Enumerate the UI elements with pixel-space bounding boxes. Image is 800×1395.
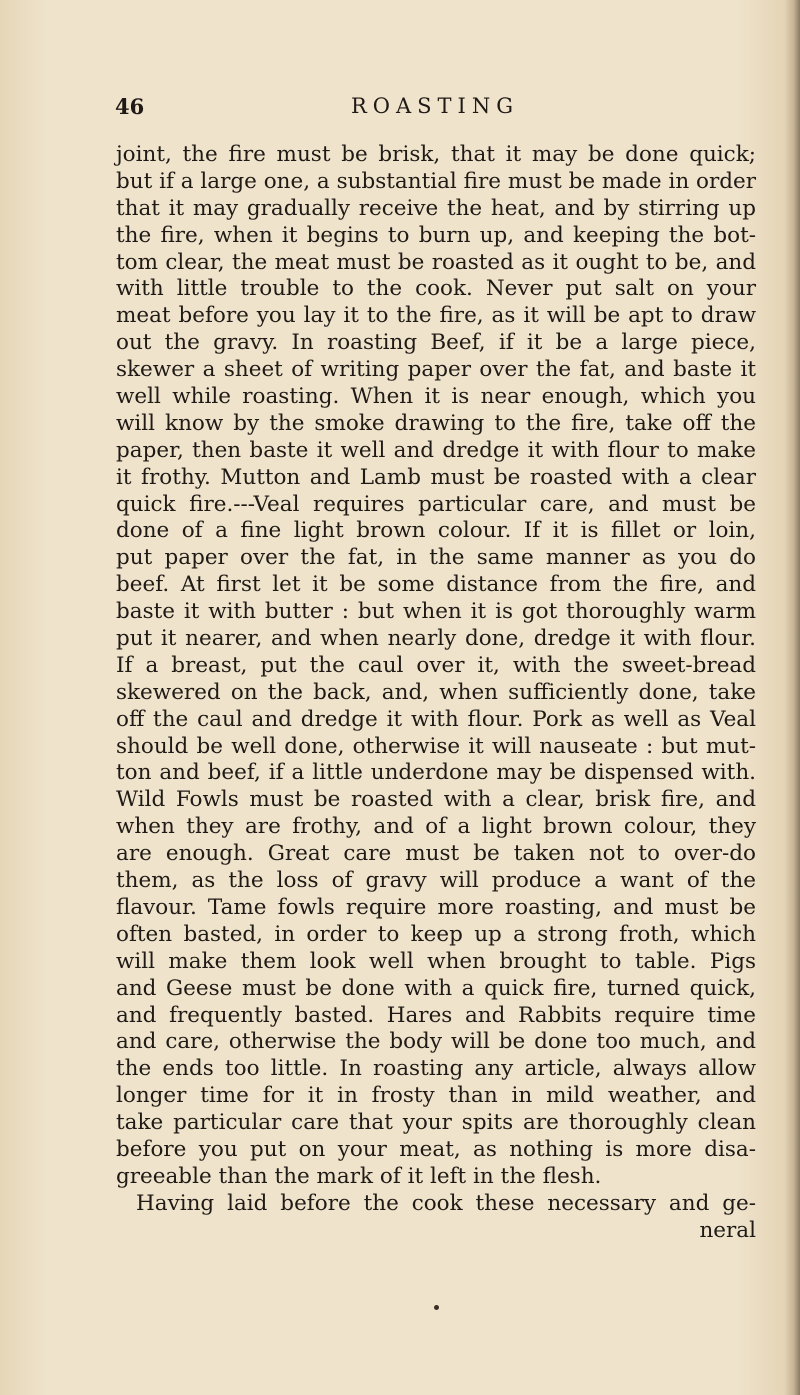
page-number: 46 bbox=[115, 94, 145, 119]
text-line: that it may gradually receive the heat, and by stirring up bbox=[116, 195, 756, 221]
text-line: ton and beef, if a little underdone may be dispensed with. bbox=[116, 760, 756, 786]
text-line: quick fire.---Veal requires particular care, and must be bbox=[116, 491, 756, 517]
text-line: when they are frothy, and of a light brown colour, they bbox=[116, 814, 756, 840]
text-line: and frequently basted. Hares and Rabbits require time bbox=[116, 1002, 756, 1028]
text-line: tom clear, the meat must be roasted as it ought to be, and bbox=[116, 249, 756, 275]
text-line: longer time for it in frosty than in mild weather, and bbox=[116, 1083, 756, 1109]
text-line: often basted, in order to keep up a strong froth, which bbox=[116, 921, 756, 947]
text-line: paper, then baste it well and dredge it with flour to make bbox=[116, 437, 756, 463]
text-line: the ends too little. In roasting any article, always allow bbox=[116, 1056, 756, 1082]
text-line: joint, the fire must be brisk, that it may be done quick; bbox=[116, 142, 756, 167]
text-line: the fire, when it begins to burn up, and keeping the bot- bbox=[116, 222, 756, 248]
text-line: put paper over the fat, in the same manner as you do bbox=[116, 545, 756, 571]
body-text bbox=[116, 142, 756, 1245]
text-line: are enough. Great care must be taken not to over-do bbox=[116, 841, 756, 867]
text-line: take particular care that your spits are thoroughly clean bbox=[116, 1110, 756, 1136]
text-line: beef. At first let it be some distance from the fire, and bbox=[116, 572, 756, 598]
text-line: flavour. Tame fowls require more roasting, and must be bbox=[116, 894, 756, 920]
text-line: off the caul and dredge it with flour. Pork as well as Veal bbox=[116, 706, 756, 732]
text-line: them, as the loss of gravy will produce a want of the bbox=[116, 868, 756, 894]
text-line: baste it with butter : but when it is got thoroughly warm bbox=[116, 599, 756, 625]
text-line: done of a fine light brown colour. If it is fillet or loin, bbox=[116, 518, 756, 544]
text-line: but if a large one, a substantial fire must be made in order bbox=[116, 168, 756, 194]
text-line: well while roasting. When it is near enough, which you bbox=[116, 384, 756, 410]
text-line: If a breast, put the caul over it, with the sweet-bread bbox=[116, 652, 756, 678]
text-line: will make them look well when brought to table. Pigs bbox=[116, 948, 756, 974]
text-line: and care, otherwise the body will be done too much, and bbox=[116, 1029, 756, 1055]
text-line: meat before you lay it to the fire, as it will be apt to draw bbox=[116, 303, 756, 329]
text-line: skewered on the back, and, when sufficiently done, take bbox=[116, 679, 756, 705]
text-line: will know by the smoke drawing to the fire, take off the bbox=[116, 410, 756, 436]
catchword: neral bbox=[699, 1217, 756, 1243]
ink-speck bbox=[434, 1305, 439, 1310]
text-line: and Geese must be done with a quick fire, turned quick, bbox=[116, 975, 756, 1001]
text-line: with little trouble to the cook. Never put salt on your bbox=[116, 276, 756, 302]
text-line: Having laid before the cook these necessary and ge- bbox=[136, 1190, 756, 1216]
text-line: greeable than the mark of it left in the flesh. bbox=[116, 1163, 602, 1189]
page-header bbox=[115, 94, 755, 128]
text-line: should be well done, otherwise it will nauseate : but mut- bbox=[116, 733, 756, 759]
text-line: skewer a sheet of writing paper over the fat, and baste it bbox=[116, 357, 756, 383]
text-line: put it nearer, and when nearly done, dredge it with flour. bbox=[116, 626, 756, 652]
text-line: Wild Fowls must be roasted with a clear, brisk fire, and bbox=[116, 787, 756, 813]
running-title: ROASTING bbox=[350, 94, 520, 118]
page-edge-shadow bbox=[784, 0, 800, 1395]
text-line: out the gravy. In roasting Beef, if it be a large piece, bbox=[116, 330, 756, 356]
text-line: before you put on your meat, as nothing is more disa- bbox=[116, 1136, 756, 1162]
text-line: it frothy. Mutton and Lamb must be roasted with a clear bbox=[116, 464, 756, 490]
